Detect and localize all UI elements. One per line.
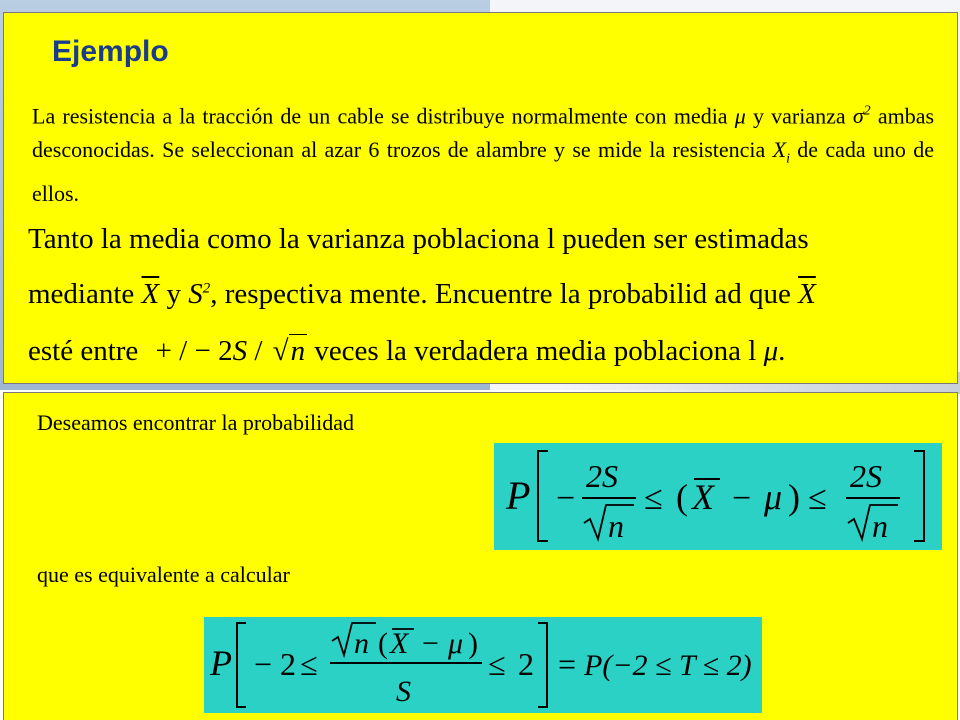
eq2-right-bracket bbox=[538, 623, 547, 707]
eq1-left-bracket bbox=[538, 451, 548, 541]
eq1-mu: μ bbox=[764, 477, 783, 517]
eq1-le-1: ≤ bbox=[644, 480, 663, 517]
eq2-le-1: ≤ bbox=[300, 646, 318, 682]
eq1-den-left: n bbox=[608, 508, 624, 544]
xbar-symbol-2: $\overline{X}$ bbox=[798, 278, 816, 310]
eq1-den-right: n bbox=[872, 508, 888, 544]
problem-statement bbox=[32, 95, 934, 211]
eq2-le-2: ≤ bbox=[488, 646, 506, 682]
problem-text-1: La resistencia a la tracción de un cable se distribuye normalmente con media bbox=[32, 103, 728, 129]
sqrt-n: √n bbox=[272, 335, 306, 367]
question-line-3: esté entre + / − 2S / √n veces la verdadera media poblaciona l μ. bbox=[28, 335, 786, 367]
problem-text-4: de cada uno de ellos. bbox=[32, 137, 935, 206]
eq2-num-minus: − bbox=[422, 627, 439, 660]
x-i-variable: $X_i$ bbox=[772, 137, 790, 167]
problem-panel bbox=[3, 12, 958, 384]
eq2-equals: = bbox=[558, 646, 577, 682]
eq1-xbar: X bbox=[692, 477, 714, 517]
mu-symbol-2: μ bbox=[763, 335, 779, 367]
s-squared-symbol: $S^2$ bbox=[188, 278, 211, 310]
problem-text-2: y varianza bbox=[752, 103, 846, 129]
xbar-symbol: $\overline{X}$ bbox=[141, 278, 160, 310]
question-line-2: mediante $\overline{X}$ y $S^2$, respectiva mente. Encuentre la probabilid ad que $\overline{X}$ bbox=[28, 278, 816, 310]
eq2-num-close: ) bbox=[468, 627, 478, 660]
solution-line-1: Deseamos encontrar la probabilidad bbox=[37, 410, 355, 435]
eq1-minus: − bbox=[556, 480, 576, 517]
eq2-minus-2: − 2 bbox=[254, 646, 297, 682]
sigma-symbol: $\sigma^2$ bbox=[852, 103, 871, 129]
eq1-num-right: 2S bbox=[850, 458, 882, 494]
slide-title: Ejemplo bbox=[52, 35, 169, 68]
eq1-paren-close: ) bbox=[788, 477, 800, 517]
question-line-1: Tanto la media como la varianza poblaciona l pueden ser estimadas bbox=[28, 223, 809, 255]
eq1-minus-2: − bbox=[732, 480, 752, 517]
eq1-P: P bbox=[506, 473, 531, 518]
solution-line-2: que es equivalente a calcular bbox=[37, 562, 290, 587]
eq2-num-n: n bbox=[354, 627, 369, 660]
eq2-P: P bbox=[210, 643, 232, 683]
mu-symbol: μ bbox=[734, 103, 746, 129]
eq2-num-mu: μ bbox=[448, 627, 464, 660]
eq2-num-open: ( bbox=[378, 627, 388, 660]
eq2-left-bracket bbox=[237, 623, 246, 707]
equation-box-1 bbox=[494, 443, 942, 550]
eq1-num-left: 2S bbox=[586, 458, 618, 494]
eq1-le-2: ≤ bbox=[808, 480, 827, 517]
eq2-rhs: P(−2 ≤ T ≤ 2) bbox=[584, 649, 752, 682]
eq2-num-xbar: X bbox=[390, 627, 409, 660]
eq2-two: 2 bbox=[518, 646, 534, 682]
eq1-paren-open: ( bbox=[676, 477, 688, 517]
eq1-right-bracket bbox=[914, 451, 924, 541]
problem-text-3: ambas desconocidas. Se seleccionan al azar 6 trozos de alambre y se mide la resistencia bbox=[32, 103, 935, 163]
eq2-den: S bbox=[396, 675, 411, 708]
equation-box-2 bbox=[204, 617, 762, 713]
